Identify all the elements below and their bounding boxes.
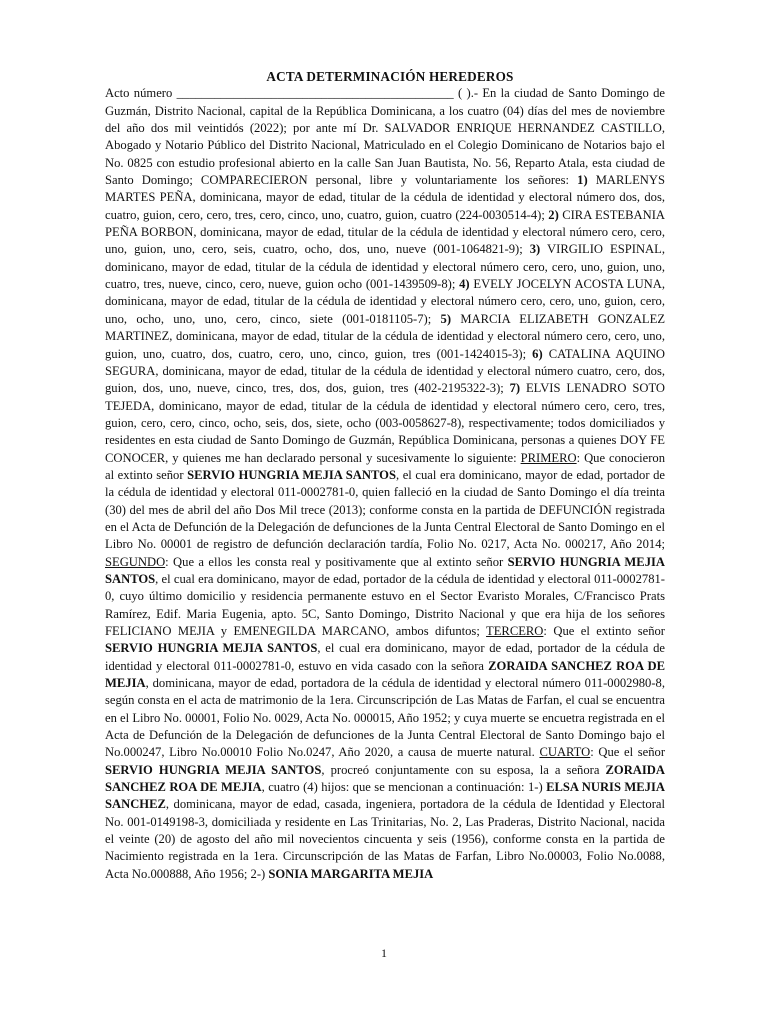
bold-text-segment: 7) (509, 381, 521, 396)
underlined-heading-segment: SEGUNDO (105, 554, 166, 569)
bold-text-segment: SERVIO HUNGRIA MEJIA SANTOS (105, 762, 322, 777)
text-segment: MARCIA ELIZABETH GONZALEZ MARTINEZ, dominicana, mayor de edad, titular de la cédula de identidad y electoral número cero, cero, uno, guion, uno, cuatro, dos, cuatro, cero, uno, cinco, guion, tres (001-1424015-3); (105, 311, 666, 361)
text-segment: , cuatro (4) hijos: que se mencionan a continuación: 1-) (261, 780, 547, 795)
bold-text-segment: 3) (529, 242, 541, 257)
text-segment: CATALINA AQUINO SEGURA, dominicana, mayor de edad, titular de la cédula de identidad y electoral número cuatro, cero, dos, guion, dos, uno, nueve, cinco, tres, dos, dos, guion, tres (402-2195322-3); (105, 346, 666, 396)
text-segment: : Que el extinto señor (543, 624, 665, 638)
text-segment: : Que a ellos les consta real y positivamente que al extinto señor (165, 554, 508, 569)
bold-text-segment: 2) (548, 207, 559, 222)
bold-text-segment: 6) (532, 346, 543, 361)
text-segment: : Que el señor (590, 745, 666, 760)
text-segment: CIRA ESTEBANIA PEÑA BORBON, dominicana, mayor de edad, titular de la cédula de identidad y electoral número cero, cero, uno, guion, uno, cero, seis, cuatro, ocho, dos, uno, nueve (001-1064821-9); (105, 207, 665, 257)
text-segment: , el cual era dominicano, mayor de edad, portador de la cédula de identidad y electoral 011-0002781-0, estuvo en vida casado con la señora (105, 641, 666, 673)
text-segment: EVELY JOCELYN ACOSTA LUNA, dominicana, mayor de edad, titular de la cédula de identidad y electoral número cero, cero, uno, guion, cero, uno, ocho, uno, uno, cero, cinco, siete (001-0181105-7); (105, 277, 665, 326)
underlined-heading-segment: TERCERO (486, 624, 544, 638)
text-segment: MARLENYS MARTES PEÑA, dominicana, mayor de edad, titular de la cédula de identidad y electoral número dos, dos, cuatro, guion, cero, cero, tres, cero, cinco, uno, cuatro, guion, cuatro (224-0030514-4); (105, 173, 665, 222)
text-segment: , el cual era dominicano, mayor de edad, portador de la cédula de identidad y electoral 011-0002781-0, quien falleció en la ciudad de Santo Domingo el día treinta (30) del mes de abril del año Dos Mil trece (2013); conforme consta en la partida de DEFUNCIÓN registrada en el Acta de Defunción de la Delegación de defunciones de la Junta Central Electoral de Santo Domingo en el Libro No. 00001 de registro de defunción declaración tardía, Folio No. 0217, Acta No. 000217, Año 2014; (105, 467, 665, 552)
bold-text-segment: 4) (459, 277, 470, 292)
text-segment: , dominicana, mayor de edad, casada, ingeniera, portadora de la cédula de Identidad y Electoral No. 001-0149198-3, domiciliada y residente en Las Trinitarias, No. 2, Las Praderas, Distrito Nacional, nacida el veinte (20) de agosto del año mil novecientos cincuenta y seis (1956), conforme consta en la partida de Nacimiento registrada en la 1era. Circunscripción de las Matas de Farfan, Libro No.00003, Folio No.0088, Acta No.000888, Año 1956; 2-) (105, 797, 665, 881)
bold-text-segment: 5) (440, 311, 452, 326)
text-segment: : Que conocieron al extinto señor (105, 450, 665, 482)
text-segment: , dominicana, mayor de edad, portadora de la cédula de identidad y electoral número 011-0002980-8, según consta en el acta de matrimonio de la 1era. Circunscripción de Las Matas de Farfan, el cual se encuentra en el Libro No. 00001, Folio No. 0029, Acta No. 000015, Año 1952; y cuya muerte se encuetra registrada en el Acta de Defunción de la Delegación de defunciones de la Junta Central Electoral de Santo Domingo bajo el No.000247, Libro No.00010 Folio No.0247, Año 2020, a causa de muerte natural. (105, 676, 665, 760)
page-number: 1 (381, 946, 387, 960)
text-segment: , procreó conjuntamente con su esposa, la a señora (321, 762, 606, 777)
document-title: ACTA DETERMINACIÓN HEREDEROS (266, 69, 514, 84)
bold-text-segment: ZORAIDA SANCHEZ ROA DE MEJIA (105, 762, 665, 795)
document-body (105, 85, 665, 883)
underlined-heading-segment: PRIMERO (520, 450, 577, 465)
text-segment: Acto número ____________________________________________ ( ).- En la ciudad de Santo Domingo de Guzmán, Distrito Nacional, capital de la República Dominicana, a los cuatro (04) días del mes de noviembre del año dos mil veintidós (2022); por ante mí Dr. SALVADOR ENRIQUE HERNANDEZ CASTILLO, Abogado y Notario Público del Distrito Nacional, Matriculado en el Colegio Dominicano de Notarios bajo el No. 0825 con estudio profesional abierto en la calle San Juan Bautista, No. 56, Reparto Atala, esta ciudad de Santo Domingo; COMPARECIERON personal, libre y voluntariamente los señores: (105, 86, 665, 188)
bold-text-segment: SERVIO HUNGRIA MEJIA SANTOS (105, 554, 665, 586)
bold-text-segment: 1) (577, 173, 588, 188)
document-page (105, 68, 665, 883)
bold-text-segment: SONIA MARGARITA MEJIA (268, 866, 434, 881)
bold-text-segment: SERVIO HUNGRIA MEJIA SANTOS (187, 467, 396, 482)
underlined-heading-segment: CUARTO (539, 745, 591, 760)
bold-text-segment: ELSA NURIS MEJIA SANCHEZ (105, 780, 665, 812)
bold-text-segment: ZORAIDA SANCHEZ ROA DE MEJIA (105, 658, 666, 691)
text-segment: ELVIS LENADRO SOTO TEJEDA, dominicano, mayor de edad, titular de la cédula de identidad y electoral número cero, cero, tres, guion, cero, cero, cinco, ocho, seis, dos, siete, ocho (003-0058627-8), respectivamente; todos domiciliados y residentes en esta ciudad de Santo Domingo de Guzmán, República Dominicana, personas a quienes DOY FE CONOCER, y quienes me han declarado personal y sucesivamente lo siguiente: (105, 381, 666, 465)
text-segment: , el cual era dominicano, mayor de edad, portador de la cédula de identidad y electoral 011-0002781-0, cuyo último domicilio y residencia permanente estuvo en el Sector Evaristo Morales, C/Francisco Prats Ramírez, Edif. Maria Eugenia, apto. 5C, Santo Domingo, Distrito Nacional y que era hija de los señores FELICIANO MEJIA y EMENEGILDA MARCANO, ambos difuntos; (105, 571, 665, 638)
bold-text-segment: SERVIO HUNGRIA MEJIA SANTOS (105, 641, 318, 656)
text-segment: VIRGILIO ESPINAL, dominicano, mayor de edad, titular de la cédula de identidad y electoral número cero, cero, uno, guion, uno, cuatro, tres, nueve, cinco, cero, nueve, guion ocho (001-1439509-8); (105, 242, 665, 292)
